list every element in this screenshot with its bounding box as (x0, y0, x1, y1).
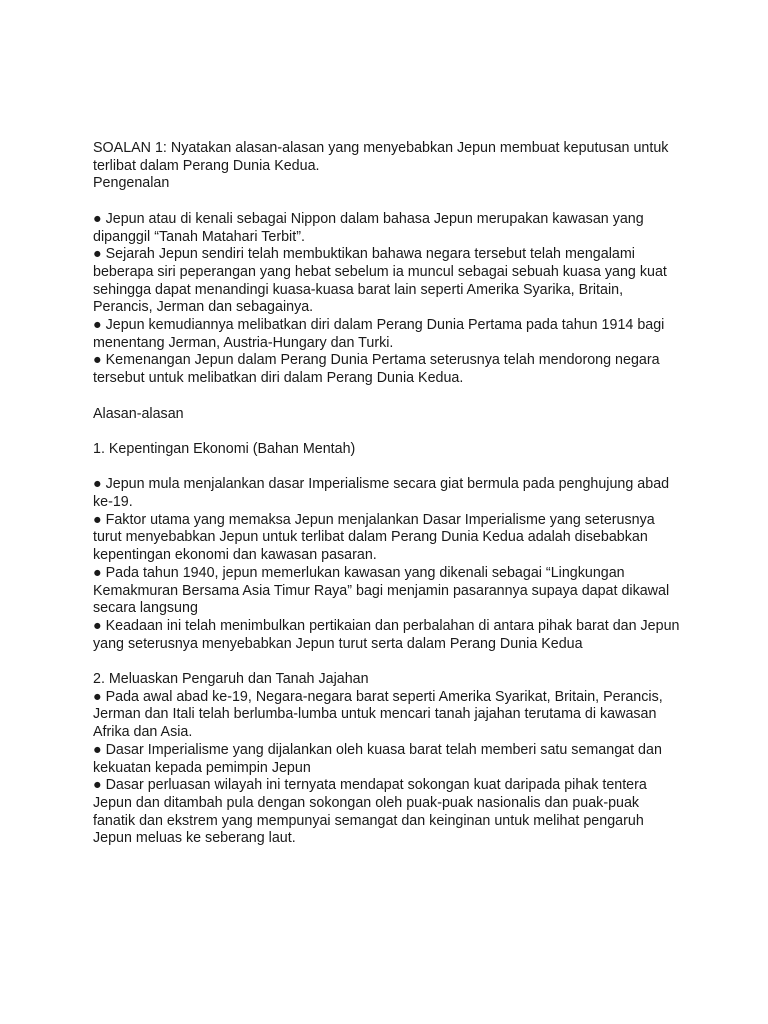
document-body (93, 140, 683, 848)
intro-point-1: ● Jepun atau di kenali sebagai Nippon dalam bahasa Jepun merupakan kawasan yang dipanggil “Tanah Matahari Terbit”. (93, 210, 648, 245)
section-2-point-3: ● Dasar perluasan wilayah ini ternyata mendapat sokongan kuat daripada pihak tentera Jepun dan ditambah pula dengan sokongan oleh puak-puak nasionalis dan puak-puak fanatik dan ekstrem yang mempunyai semangat dan keinginan untuk melihat pengaruh Jepun meluas ke seberang laut. (93, 777, 651, 847)
section-2-heading: 2. Meluaskan Pengaruh dan Tanah Jajahan (93, 671, 369, 688)
section-1-point-4: ● Keadaan ini telah menimbulkan pertikaian dan perbalahan di antara pihak barat dan Jepun yang seterusnya menyebabkan Jepun turut serta dalam Perang Dunia Kedua (93, 617, 684, 652)
section-1-point-1: ● Jepun mula menjalankan dasar Imperialisme secara giat bermula pada penghujung abad ke-19. (93, 476, 674, 510)
section-1-point-3: ● Pada tahun 1940, jepun memerlukan kawasan yang dikenali sebagai “Lingkungan Kemakmuran Bersama Asia Timur Raya” bagi menjamin pasarannya supaya dapat dikawal secara langsung (93, 564, 674, 617)
section-2-point-2: ● Dasar Imperialisme yang dijalankan oleh kuasa barat telah memberi satu semangat dan kekuatan kepada pemimpin Jepun (93, 741, 666, 776)
blank-line (93, 653, 683, 671)
intro-point-4: ● Kemenangan Jepun dalam Perang Dunia Pertama seterusnya telah mendorong negara tersebut untuk melibatkan diri dalam Perang Dunia Kedua. (93, 352, 664, 387)
section-1-heading: 1. Kepentingan Ekonomi (Bahan Mentah) (93, 440, 356, 457)
blank-line (93, 388, 683, 406)
intro-point-3: ● Jepun kemudiannya melibatkan diri dalam Perang Dunia Pertama pada tahun 1914 bagi menentang Jerman, Austria-Hungary dan Turki. (93, 317, 669, 351)
blank-line (93, 193, 683, 211)
intro-point-2: ● Sejarah Jepun sendiri telah membuktikan bahawa negara tersebut telah mengalami beberapa siri peperangan yang hebat sebelum ia muncul sebagai sebuah kuasa yang kuat sehingga dapat menandingi kuasa-kuasa barat lain seperti Amerika Syarika, Britain, Perancis, Jerman dan sebagainya. (93, 246, 671, 316)
section-1-point-2: ● Faktor utama yang memaksa Jepun menjalankan Dasar Imperialisme yang seterusnya turut menyebabkan Jepun untuk terlibat dalam Perang Dunia Kedua adalah disebabkan kepentingan ekonomi dan kawasan pasaran. (93, 511, 659, 564)
question-text: SOALAN 1: Nyatakan alasan-alasan yang menyebabkan Jepun membuat keputusan untuk terlibat dalam Perang Dunia Kedua. (93, 140, 673, 174)
section-2-point-1: ● Pada awal abad ke-19, Negara-negara barat seperti Amerika Syarikat, Britain, Perancis, Jerman dan Itali telah berlumba-lumba untuk mencari tanah jajahan terutama di kawasan Afrika dan Asia. (93, 688, 667, 741)
reasons-heading: Alasan-alasan (93, 405, 184, 422)
intro-heading: Pengenalan (93, 175, 170, 192)
blank-line (93, 459, 683, 477)
blank-line (93, 423, 683, 441)
